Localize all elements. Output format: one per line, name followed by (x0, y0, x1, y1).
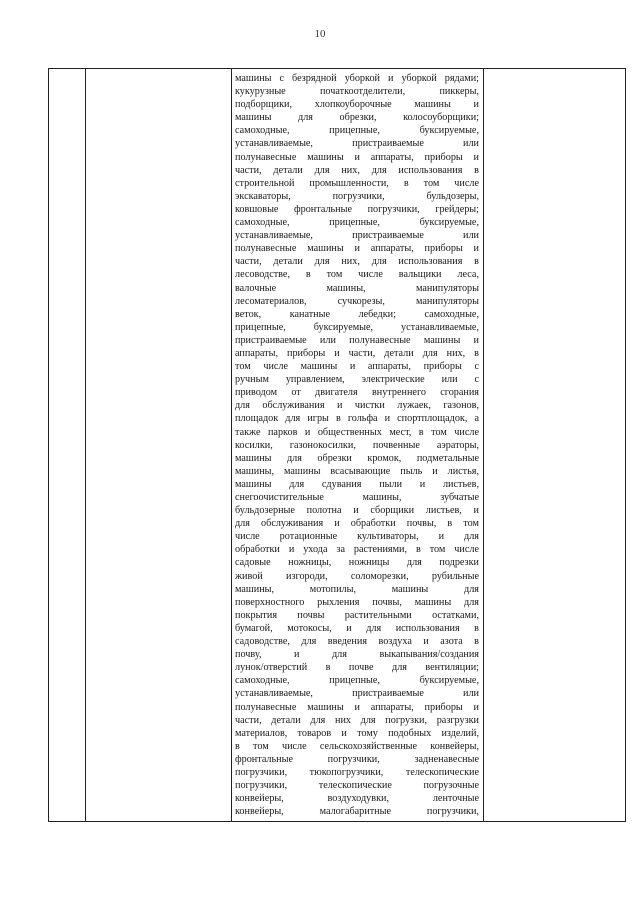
description-line: машины для сдувания пыли и листьев, (235, 478, 479, 490)
description-line: снегоочистительные машины, зубчатые (235, 492, 479, 503)
description-line: веток, канатные лебедки; самоходные, (235, 308, 479, 320)
description-line: поверхностного рыхления почвы, машины для (235, 596, 479, 608)
description-line: лунок/отверстий в почве для вентиляции; (235, 662, 479, 674)
description-line: полунавесные машины и аппараты, приборы и (235, 243, 479, 255)
description-line: полунавесные машины и аппараты, приборы и (235, 151, 479, 163)
description-line: подборщики, хлопкоуборочные машины и (235, 99, 479, 111)
description-line: машины с безрядной уборкой и уборкой рядами; (235, 73, 479, 84)
description-line: валочные машины, манипуляторы (235, 282, 479, 294)
description-line: части, детали для них, для использования в (235, 256, 479, 268)
description-line: бульдозерные полотна и сборщики листьев, и (235, 505, 479, 517)
description-line: бумагой, мотокосы, и для использования в (235, 622, 479, 634)
description-line: самоходные, прицепные, буксируемые, (235, 675, 479, 687)
description-line: также парков и общественных мест, в том числе (235, 426, 479, 438)
description-line: машины, мотопилы, машины для (235, 583, 479, 595)
description-line: кукурузные початкоотделители, пиккеры, (235, 86, 479, 98)
description-line: обработки и ухода за растениями, в том числе (235, 544, 479, 556)
description-line: полунавесные машины и аппараты, приборы и (235, 701, 479, 713)
description-line: лесоматериалов, сучкорезы, манипуляторы (235, 295, 479, 307)
product-description-cell (235, 72, 479, 818)
description-line: погрузчики, тюкопогрузчики, телескопические (235, 766, 479, 778)
description-line: лесоводстве, в том числе вальщики леса, (235, 269, 479, 281)
description-line: том числе машины и аппараты, приборы с (235, 361, 479, 373)
description-line: машины, машины всасывающие пыль и листья, (235, 465, 479, 477)
description-line: устанавливаемые, пристраиваемые или (235, 688, 479, 700)
description-line: косилки, газонокосилки, почвенные аэраторы, (235, 439, 479, 451)
description-line: части, детали для них, для использования в (235, 164, 479, 176)
description-line: прицепные, буксируемые, устанавливаемые, (235, 321, 479, 333)
description-line: конвейеры, воздуходувки, ленточные (235, 793, 479, 805)
description-line: строительной промышленности, в том числе (235, 177, 479, 189)
description-line: машины для обрезки кромок, подметальные (235, 452, 479, 464)
description-line: пристраиваемые или полунавесные машины и (235, 334, 479, 346)
description-line: площадок для игры в гольфа и спортплощадок, а (235, 413, 479, 425)
description-line: устанавливаемые, пристраиваемые или (235, 230, 479, 242)
description-line: приводом от двигателя внутреннего сгорания (235, 387, 479, 399)
description-line: садовые ножницы, ножницы для подрезки (235, 557, 479, 569)
description-line: почву, и для выкапывания/создания (235, 649, 479, 661)
description-line: ручным управлением, электрические или с (235, 374, 479, 386)
description-line: аппараты, приборы и части, детали для них, в (235, 347, 479, 359)
description-line: самоходные, прицепные, буксируемые, (235, 217, 479, 229)
description-line: покрытия почвы растительными остатками, (235, 609, 479, 621)
description-line: экскаваторы, погрузчики, бульдозеры, (235, 190, 479, 202)
description-line: машины для обрезки, колосоуборщики; (235, 112, 479, 124)
description-line: самоходные, прицепные, буксируемые, (235, 125, 479, 137)
description-line: погрузчики, телескопические погрузочные (235, 780, 479, 792)
table-column-divider-2 (231, 69, 232, 821)
description-line: части, детали для них для погрузки, разгрузки (235, 714, 479, 726)
table-column-divider-3 (483, 69, 484, 821)
table-column-divider-1 (85, 69, 86, 821)
document-table (48, 68, 626, 822)
description-line: материалов, товаров и тому подобных изделий, (235, 727, 479, 739)
description-line: числе ротационные культиваторы, и для (235, 531, 479, 543)
description-line: в том числе сельскохозяйственные конвейеры, (235, 740, 479, 752)
description-line: живой изгороди, соломорезки, рубильные (235, 570, 479, 582)
page-number: 10 (314, 28, 326, 40)
description-line: конвейеры, малогабаритные погрузчики, (235, 806, 479, 818)
description-line: устанавливаемые, пристраиваемые или (235, 138, 479, 150)
description-line: садоводстве, для введения воздуха и азота в (235, 636, 479, 648)
description-line: фронтальные погрузчики, задненавесные (235, 753, 479, 765)
description-line: для обслуживания и чистки лужаек, газонов, (235, 400, 479, 412)
description-line: для обслуживания и обработки почвы, в том (235, 518, 479, 530)
description-line: ковшовые фронтальные погрузчики, грейдеры; (235, 203, 479, 215)
